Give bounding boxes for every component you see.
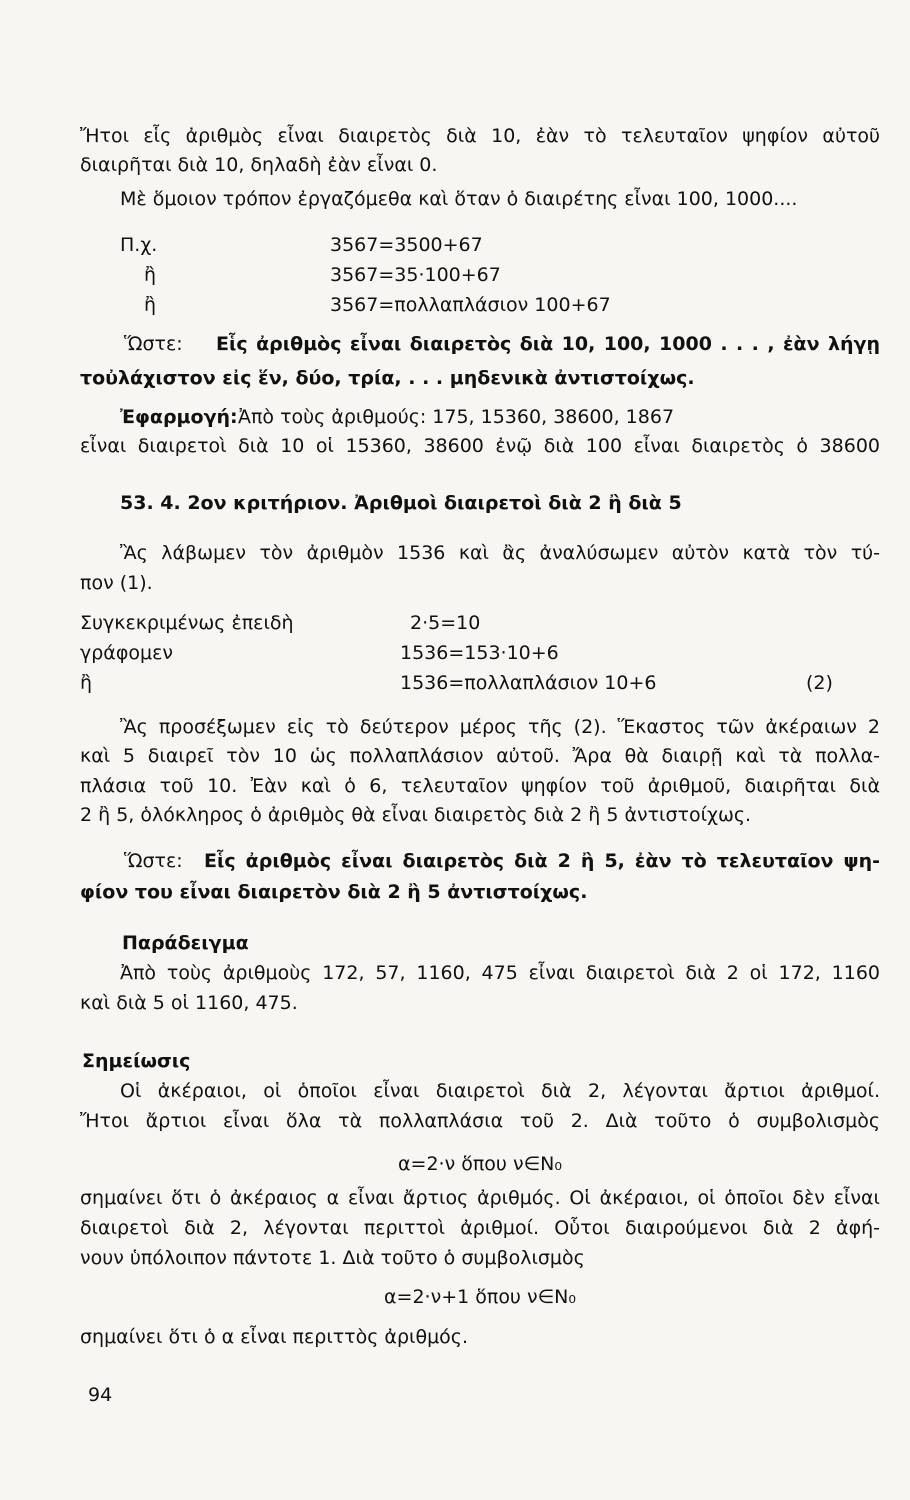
example-line-2: καὶ διὰ 5 οἱ 1160, 475. <box>80 992 298 1014</box>
application-line-2: εἶναι διαιρετοὶ διὰ 10 οἱ 15360, 38600 ἐνῷ διὰ 100 εἶναι διαιρετὸς ὁ 38600 <box>80 435 880 457</box>
analysis-left-1: Συγκεκριμένως ἐπειδὴ <box>80 612 294 634</box>
analysis-expr-1: 2·5=10 <box>410 612 481 634</box>
note-line-1: Οἱ ἀκέραιοι, οἱ ὁποῖοι εἶναι διαιρετοὶ διὰ 2, λέγονται ἄρτιοι ἀριθμοί. <box>120 1080 880 1102</box>
rule10-line-2: τοὐλάχιστον εἰς ἕν, δύο, τρία, . . . μηδενικὰ ἀντιστοίχως. <box>80 367 695 389</box>
analysis-expr-2: 1536=153·10+6 <box>400 642 559 664</box>
eq-label-1: Π.χ. <box>120 234 158 256</box>
page-number: 94 <box>88 1384 113 1406</box>
explain-line-3: πλάσια τοῦ 10. Ἐὰν καὶ ὁ 6, τελευταῖον ψηφίον τοῦ ἀριθμοῦ, διαιρῆται διὰ <box>80 775 880 797</box>
eq-expr-3: 3567=πολλαπλάσιον 100+67 <box>330 294 611 316</box>
section-line-1: Ἂς λάβωμεν τὸν ἀριθμὸν 1536 καὶ ἂς ἀναλύσωμεν αὐτὸν κατὰ τὸν τύ- <box>120 542 880 564</box>
explain-line-2: καὶ 5 διαιρεῖ τὸν 10 ὡς πολλαπλάσιον αὐτοῦ. Ἄρα θὰ διαιρῇ καὶ τὰ πολλα- <box>80 745 880 767</box>
note-heading: Σημείωσις <box>82 1050 191 1072</box>
note-line-4: διαιρετοὶ διὰ 2, λέγονται περιττοὶ ἀριθμοί. Οὗτοι διαιρούμενοι διὰ 2 ἀφή- <box>80 1217 880 1239</box>
example-heading: Παράδειγμα <box>122 932 249 954</box>
rule10-line-1: Εἷς ἀριθμὸς εἶναι διαιρετὸς διὰ 10, 100, 1000 . . . , ἐὰν λήγῃ <box>216 333 880 355</box>
application-label: Ἐφαρμογή: <box>120 406 238 428</box>
note-line-3: σημαίνει ὅτι ὁ ἀκέραιος α εἶναι ἄρτιος ἀριθμός. Οἱ ἀκέραιοι, οἱ ὁποῖοι δὲν εἶναι <box>80 1187 880 1209</box>
analysis-left-2: γράφομεν <box>80 642 173 664</box>
intro-line-1: Ἤτοι εἷς ἀριθμὸς εἶναι διαιρετὸς διὰ 10, ἐὰν τὸ τελευταῖον ψηφίον αὐτοῦ <box>80 125 880 147</box>
intro-line-3: Μὲ ὅμοιον τρόπον ἐργαζόμεθα καὶ ὅταν ὁ διαιρέτης εἶναι 100, 1000.... <box>120 188 798 210</box>
analysis-left-3: ἢ <box>80 672 93 694</box>
eq-expr-1: 3567=3500+67 <box>330 234 483 256</box>
rule25-line-2: φίον του εἶναι διαιρετὸν διὰ 2 ἢ 5 ἀντιστοίχως. <box>80 881 588 903</box>
rule25-line-1: Εἷς ἀριθμὸς εἶναι διαιρετὸς διὰ 2 ἢ 5, ἐὰν τὸ τελευταῖον ψη- <box>204 850 880 872</box>
eq-expr-2: 3567=35·100+67 <box>330 264 501 286</box>
analysis-tag-3: (2) <box>806 672 833 694</box>
analysis-expr-3: 1536=πολλαπλάσιον 10+6 <box>400 672 657 694</box>
eq-label-2: ἢ <box>144 264 157 286</box>
intro-line-2: διαιρῆται διὰ 10, δηλαδὴ ἐὰν εἶναι 0. <box>80 154 438 176</box>
section-line-2: πον (1). <box>80 572 153 594</box>
eq-label-3: ἢ <box>144 294 157 316</box>
note-equation-2: α=2·ν+1 ὅπου ν∈N₀ <box>384 1286 576 1308</box>
rule25-prefix: Ὥστε: <box>124 850 183 872</box>
application-line-1: Ἀπὸ τοὺς ἀριθμούς: 175, 15360, 38600, 1867 <box>238 406 675 428</box>
example-line-1: Ἀπὸ τοὺς ἀριθμοὺς 172, 57, 1160, 475 εἶναι διαιρετοὶ διὰ 2 οἱ 172, 1160 <box>120 962 880 984</box>
note-equation-1: α=2·ν ὅπου ν∈N₀ <box>398 1153 562 1175</box>
note-line-5: νουν ὑπόλοιπον πάντοτε 1. Διὰ τοῦτο ὁ συμβολισμὸς <box>80 1247 585 1269</box>
explain-line-4: 2 ἢ 5, ὁλόκληρος ὁ ἀριθμὸς θὰ εἶναι διαιρετὸς διὰ 2 ἢ 5 ἀντιστοίχως. <box>80 804 752 826</box>
rule10-prefix: Ὥστε: <box>124 333 183 355</box>
section-heading: 53. 4. 2ον κριτήριον. Ἀριθμοὶ διαιρετοὶ διὰ 2 ἢ διὰ 5 <box>120 492 682 514</box>
note-line-6: σημαίνει ὅτι ὁ α εἶναι περιττὸς ἀριθμός. <box>80 1326 468 1348</box>
explain-line-1: Ἂς προσέξωμεν εἰς τὸ δεύτερον μέρος τῆς (2). Ἕκαστος τῶν ἀκέραιων 2 <box>120 716 880 738</box>
note-line-2: Ἤτοι ἄρτιοι εἶναι ὅλα τὰ πολλαπλάσια τοῦ 2. Διὰ τοῦτο ὁ συμβολισμὸς <box>80 1110 880 1132</box>
